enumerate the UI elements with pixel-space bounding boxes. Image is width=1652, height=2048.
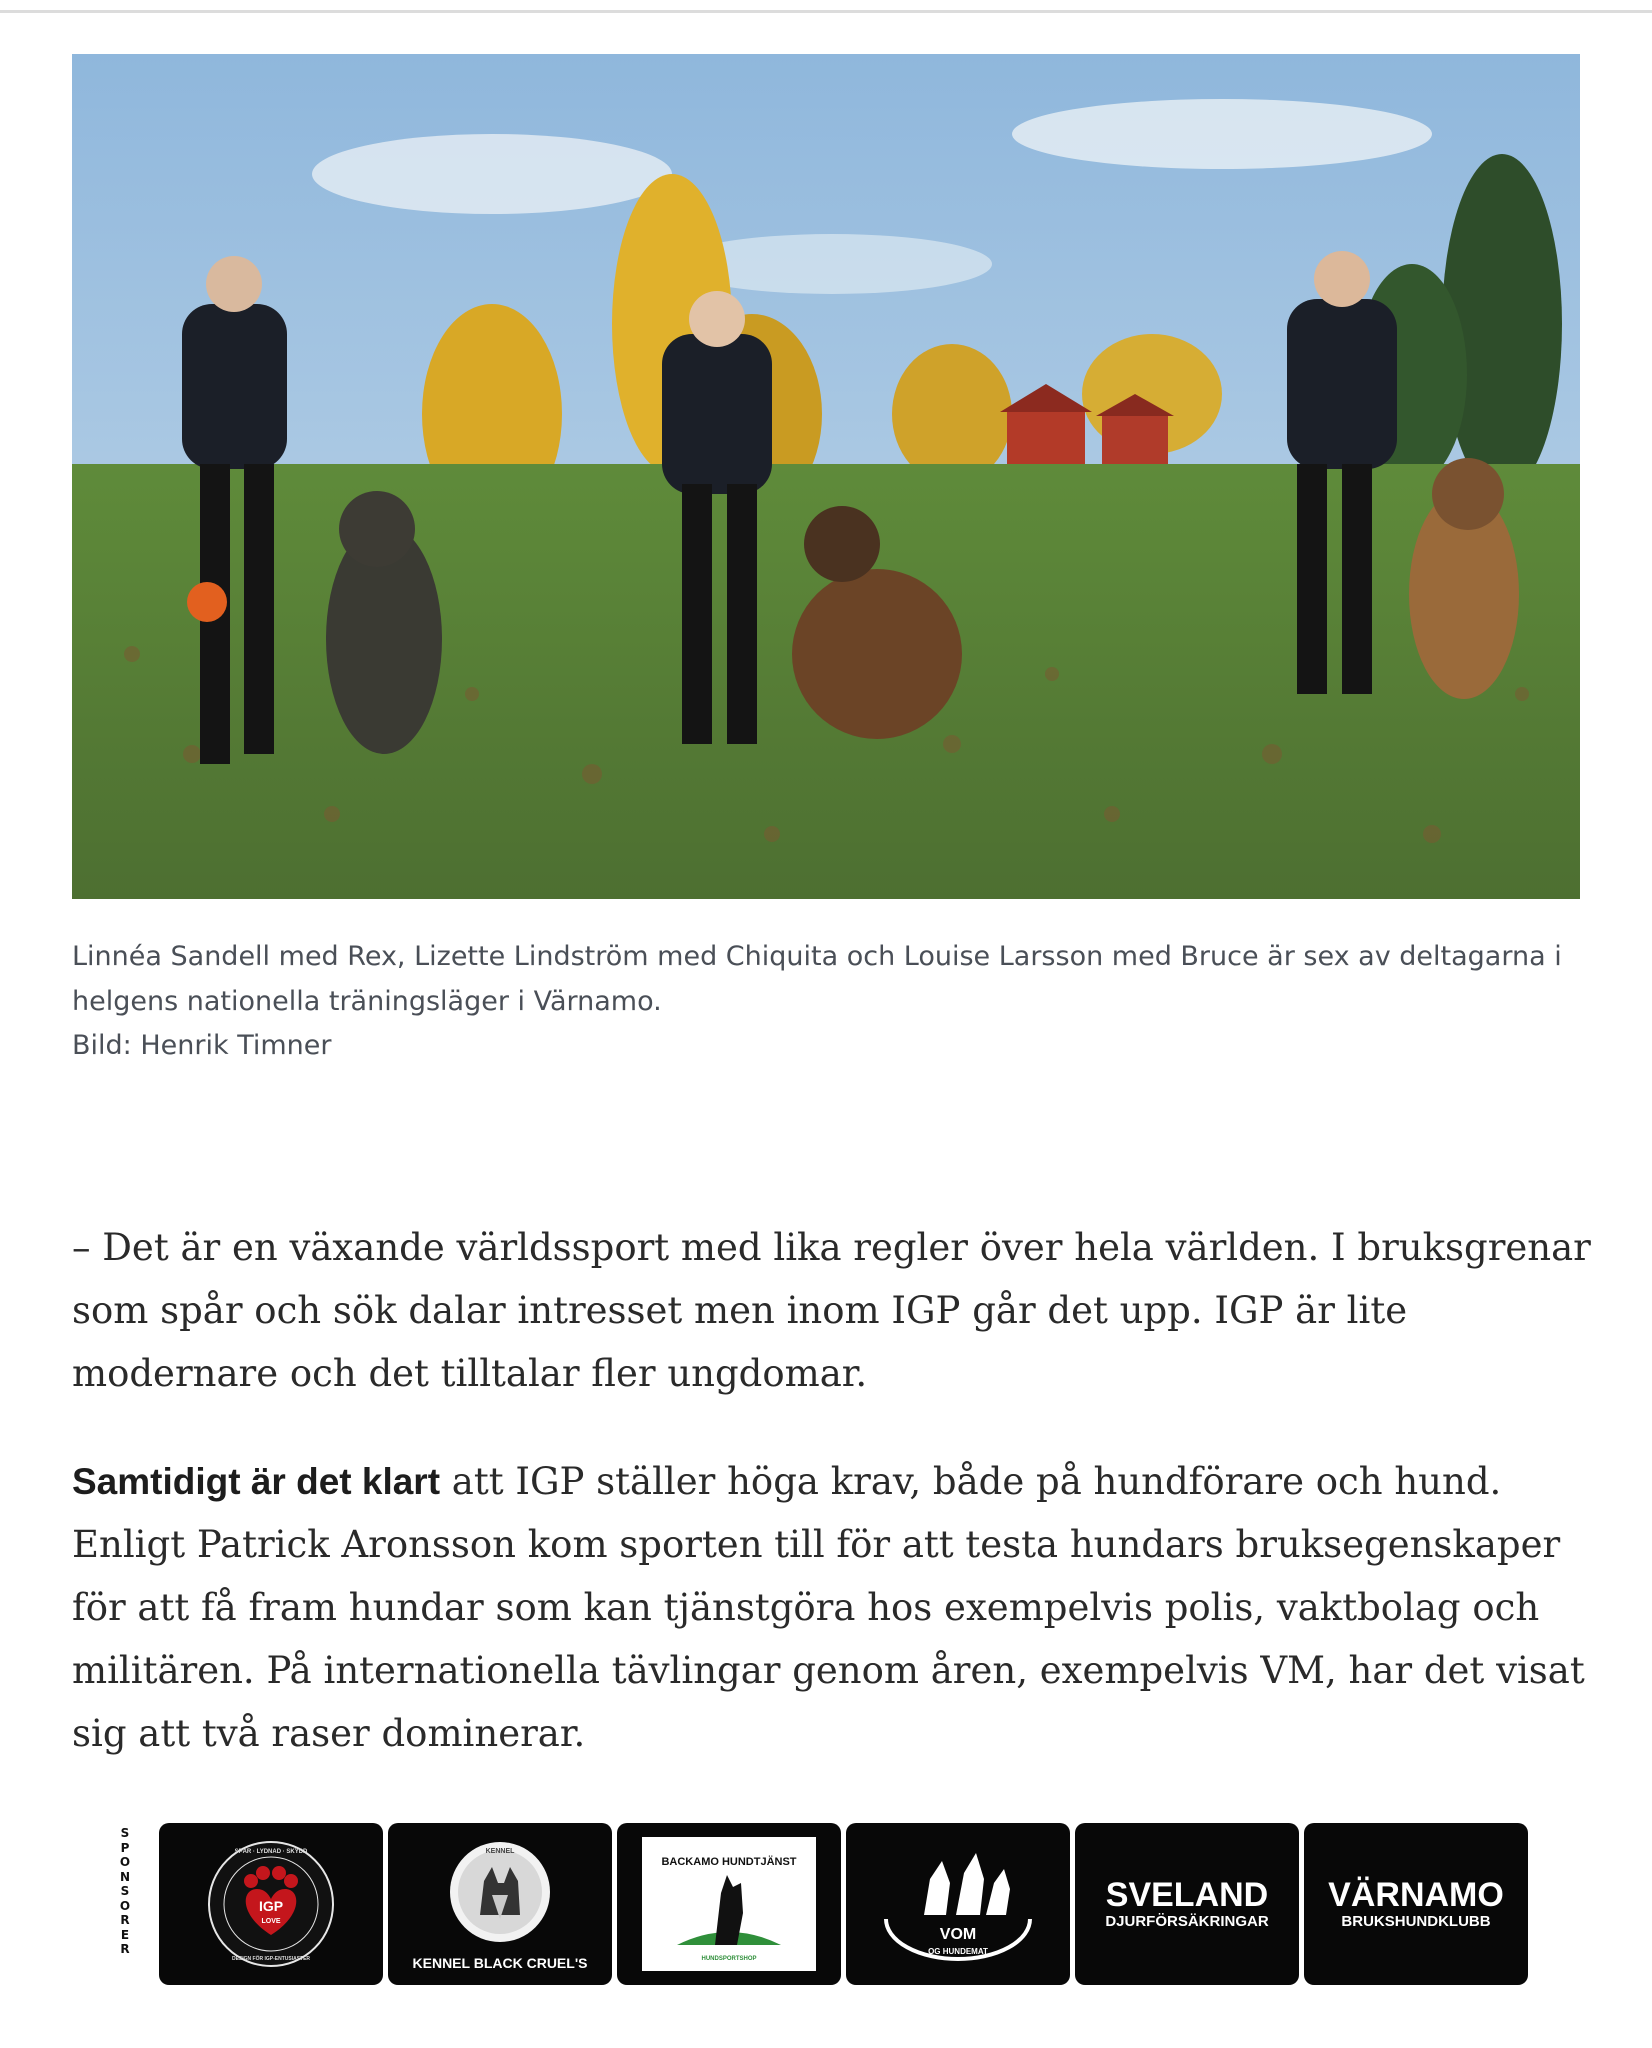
sponsor-backamo-hundtjanst[interactable] — [617, 1823, 841, 1985]
paragraph-body: att IGP ställer höga krav, både på hundförare och hund. Enligt Patrick Aronsson kom sporten till för att testa hundars bruksegenskaper för att få fram hundar som kan tjänstgöra hos exempelvis polis, vaktbolag och militären. På internationella tävlingar genom åren, exempelvis VM, har det visat sig att två raser dominerar. — [72, 1460, 1585, 1755]
sponsor-igp-love[interactable] — [159, 1823, 383, 1985]
varnamo-sub: BRUKSHUNDKLUBB — [1341, 1913, 1491, 1930]
sveland-name: SVELAND — [1105, 1876, 1269, 1914]
igp-love-ring-bottom: DESIGN FÖR IGP-ENTUSIASTER — [231, 1956, 311, 1962]
sponsors-label: SPONSORER — [119, 1826, 131, 1956]
sponsor-banner — [159, 1823, 1528, 1985]
article-paragraph-1: – Det är en växande världssport med lika regler över hela världen. I bruksgrenar som spår och sök dalar intresset men inom IGP går det upp. IGP är lite modernare och det tilltalar fler ungdomar. — [72, 1226, 1591, 1395]
article-paragraph-2 — [72, 1450, 1592, 1765]
top-divider — [0, 10, 1652, 13]
igp-love-ring-top: SPÅR · LYDNAD · SKYDD — [234, 1849, 308, 1855]
photo-illustration — [72, 54, 1580, 899]
backamo-footer: HUNDSPORTSHOP — [701, 1956, 757, 1962]
varnamo-name: VÄRNAMO — [1328, 1876, 1504, 1914]
igp-love-center: IGP — [258, 1898, 284, 1914]
paragraph-lead-in: Samtidigt är det klart — [72, 1461, 441, 1502]
sveland-logo — [1105, 1877, 1268, 1931]
article-photo — [72, 54, 1580, 899]
backamo-name: BACKAMO HUNDTJÄNST — [661, 1856, 797, 1868]
sponsor-vom-og-hundemat[interactable] — [846, 1823, 1070, 1985]
igp-love-logo — [159, 1823, 383, 1985]
sponsor-sveland[interactable] — [1075, 1823, 1299, 1985]
sveland-sub: DJURFÖRSÄKRINGAR — [1105, 1913, 1269, 1930]
igp-love-center-sub: LOVE — [261, 1918, 281, 1925]
photo-credit: Bild: Henrik Timner — [72, 1030, 332, 1061]
sponsor-varnamo-brukshundklubb[interactable] — [1304, 1823, 1528, 1985]
backamo-logo — [617, 1823, 841, 1985]
kennel-ring-text: KENNEL — [485, 1848, 515, 1855]
vom-name: VOM — [939, 1926, 977, 1943]
vom-sub: OG HUNDEMAT — [928, 1947, 988, 1956]
photo-caption: Linnéa Sandell med Rex, Lizette Lindström med Chiquita och Louise Larsson med Bruce är sex av deltagarna i helgens nationella träningsläger i Värnamo. — [72, 941, 1562, 1017]
varnamo-logo — [1328, 1877, 1504, 1931]
kennel-name: KENNEL BLACK CRUEL'S — [412, 1955, 588, 1971]
vom-logo — [846, 1823, 1070, 1985]
sponsor-kennel-black-cruels[interactable] — [388, 1823, 612, 1985]
